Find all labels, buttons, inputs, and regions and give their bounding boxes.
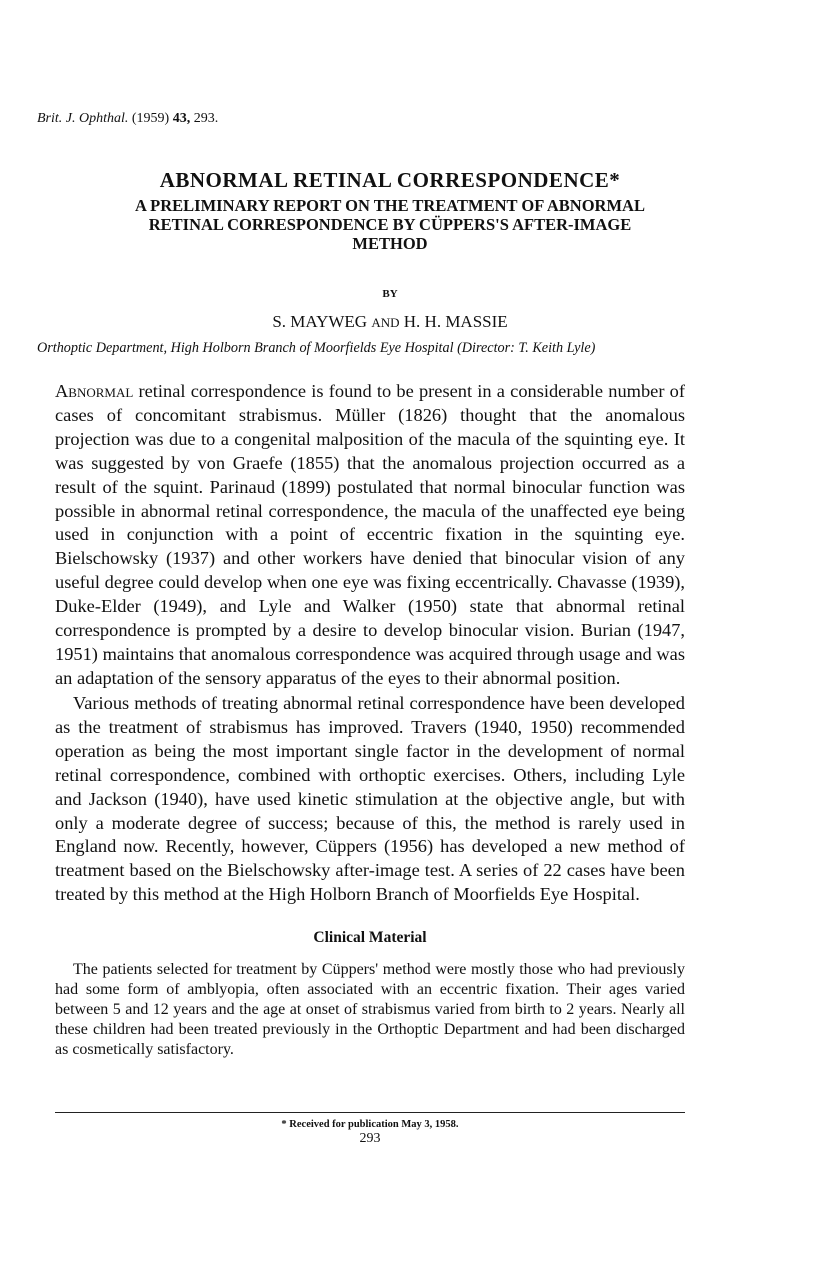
footnote-received: * Received for publication May 3, 1958.	[281, 1119, 459, 1130]
paragraph-intro	[55, 380, 685, 691]
page-number: 293	[359, 1131, 381, 1146]
paragraph-intro-text: retinal correspondence is found to be present in a considerable number of cases of concomitant strabismus. Müller (1826) thought that the anomalous projection was due to a congenital malposition of the macula of the squinting eye. It was suggested by von Graefe (1855) that the anomalous projection occurred as a result of the squint. Parinaud (1899) postulated that normal binocular function was possible in abnormal retinal correspondence, the macula of the unaffected eye being used in conjunction with a point of eccentric fixation in the squinting eye. Bielschowsky (1937) and other workers have denied that binocular vision of any useful degree could develop when one eye was fixing eccentrically. Chavasse (1939), Duke-Elder (1949), and Lyle and Walker (1950) state that abnormal retinal correspondence is prompted by a desire to develop binocular vision. Burian (1947, 1951) maintains that anomalous correspondence was acquired through usage and was an adaptation of the sensory apparatus of the eyes to their abnormal position.	[55, 381, 685, 688]
author-line	[30, 312, 750, 332]
paragraph-clinical-material: The patients selected for treatment by Cüppers' method were mostly those who had previously had some form of amblyopia, often associated with an eccentric fixation. Their ages varied between 5 and 12 years and the age at onset of strabismus varied from birth to 2 years. Nearly all these children had been treated previously in the Orthoptic Department and had been discharged as cosmetically satisfactory.	[55, 961, 685, 1058]
journal-citation	[37, 111, 218, 127]
author-conjunction: AND	[371, 315, 400, 330]
section-heading-clinical-material: Clinical Material	[313, 929, 427, 946]
journal-name: Brit. J. Ophthal.	[37, 111, 129, 126]
byline-label: BY	[382, 288, 398, 300]
paragraph-intro-lead: Abnormal	[55, 381, 134, 401]
article-title: ABNORMAL RETINAL CORRESPONDENCE*	[159, 168, 621, 192]
author-second: H. H. MASSIE	[403, 312, 508, 331]
author-first: S. MAYWEG	[272, 312, 368, 331]
paragraph-treatment-methods: Various methods of treating abnormal retinal correspondence have been developed as the treatment of strabismus has improved. Travers (1940, 1950) recommended operation as being the most important single factor in the development of normal retinal correspondence, combined with orthoptic exercises. Others, including Lyle and Jackson (1940), have used kinetic stimulation at the objective angle, but with only a moderate degree of success; because of this, the method is rarely used in England now. Recently, however, Cüppers (1956) has developed a new method of treatment based on the Bielschowsky after-image test. A series of 22 cases have been treated by this method at the High Holborn Branch of Moorfields Eye Hospital.	[55, 693, 685, 905]
journal-volume: 43,	[172, 111, 191, 126]
author-affiliation: Orthoptic Department, High Holborn Branch of Moorfields Eye Hospital (Director: T. Keith Lyle)	[37, 340, 596, 356]
footnote-divider	[55, 1112, 685, 1113]
journal-page: 293.	[193, 111, 219, 126]
article-subtitle: A PRELIMINARY REPORT ON THE TREATMENT OF ABNORMAL RETINAL CORRESPONDENCE BY CÜPPERS'S AFTER-IMAGE METHOD	[135, 196, 645, 253]
journal-year: (1959)	[131, 111, 170, 126]
